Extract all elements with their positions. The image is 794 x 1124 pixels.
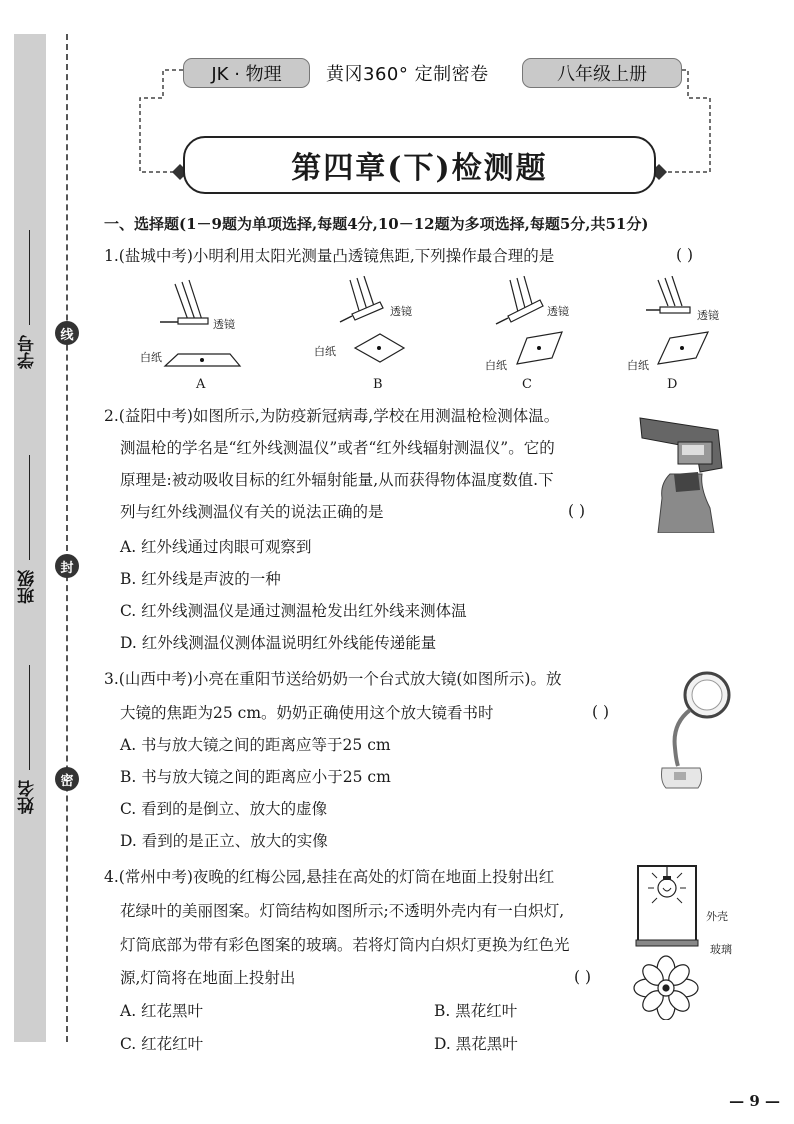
q1-option-b-label: B [373, 377, 383, 392]
q1-option-c-label: C [522, 377, 532, 392]
q4-stem-line-2: 花绿叶的美丽图案。灯筒结构如图所示;不透明外壳内有一白炽灯, [120, 902, 565, 920]
q2-option-b: B. 红外线是声波的一种 [120, 570, 281, 588]
q1-option-b-figure [340, 276, 404, 362]
q2-option-d: D. 红外线测温仪测体温说明红外线能传递能量 [120, 634, 437, 652]
q3-stem-line-2: 大镜的焦距为25 cm。奶奶正确使用这个放大镜看书时 [120, 704, 494, 722]
q4-glass-label: 玻璃 [710, 943, 732, 956]
q3-option-a: A. 书与放大镜之间的距离应等于25 cm [120, 736, 391, 754]
seal-line-mark: 线 [55, 321, 79, 345]
seal-seal-mark: 封 [55, 554, 79, 578]
q1-b-lens-label: 透镜 [390, 305, 412, 318]
q1-c-paper-label: 白纸 [485, 359, 507, 372]
q1-option-a-label: A [196, 377, 206, 392]
q1-option-c-figure [496, 276, 562, 364]
q2-stem-line-1: 2.(益阳中考)如图所示,为防疫新冠病毒,学校在用测温枪检测体温。 [104, 407, 560, 425]
page-title: 第四章(下)检测题 [291, 151, 548, 186]
name-label: 姓名 [18, 780, 38, 814]
section-heading: 一、选择题(1－9题为单项选择,每题4分,10－12题为多项选择,每题5分,共51分) [104, 215, 649, 233]
q4-stem-line-4: 源,灯筒将在地面上投射出 [120, 969, 296, 987]
thermometer-gun-image [630, 408, 730, 533]
flower-pattern [634, 956, 698, 1020]
q1-answer-paren: ( ) [676, 246, 694, 264]
lamp-tube-figure [632, 860, 702, 1020]
page-number: — 9 — [729, 1092, 780, 1110]
q4-shell-label: 外壳 [706, 910, 728, 923]
title-box [183, 136, 656, 194]
q2-option-c: C. 红外线测温仪是通过测温枪发出红外线来测体温 [120, 602, 467, 620]
q2-stem-line-2: 测温枪的学名是“红外线测温仪”或者“红外线辐射测温仪”。它的 [120, 439, 555, 457]
q2-stem-line-4: 列与红外线测温仪有关的说法正确的是 [120, 503, 384, 521]
q1-option-d-label: D [667, 377, 678, 392]
q3-option-d: D. 看到的是正立、放大的实像 [120, 832, 328, 850]
q4-option-c: C. 红花红叶 [120, 1035, 204, 1053]
q4-stem-line-3: 灯筒底部为带有彩色图案的玻璃。若将灯筒内白炽灯更换为红色光 [120, 936, 570, 954]
q4-option-b: B. 黑花红叶 [434, 1002, 518, 1020]
q1-a-lens-label: 透镜 [213, 318, 235, 331]
q1-c-lens-label: 透镜 [547, 305, 569, 318]
q2-answer-paren: ( ) [568, 502, 586, 520]
q3-answer-paren: ( ) [592, 703, 610, 721]
q1-d-paper-label: 白纸 [627, 359, 649, 372]
q4-answer-paren: ( ) [574, 968, 592, 986]
class-blank [29, 455, 30, 560]
class-label: 班级 [18, 570, 38, 604]
q2-option-a: A. 红外线通过肉眼可观察到 [120, 538, 312, 556]
magnifier-lamp-image [650, 668, 740, 793]
q1-stem: 1.(盐城中考)小明利用太阳光测量凸透镜焦距,下列操作最合理的是 [104, 247, 555, 265]
q2-stem-line-3: 原理是:被动吸收目标的红外辐射能量,从而获得物体温度数值.下 [120, 471, 554, 489]
q3-option-c: C. 看到的是倒立、放大的虚像 [120, 800, 328, 818]
q3-stem-line-1: 3.(山西中考)小亮在重阳节送给奶奶一个台式放大镜(如图所示)。放 [104, 670, 562, 688]
student-id-label: 学号 [18, 335, 38, 369]
q4-option-a: A. 红花黑叶 [120, 1002, 204, 1020]
student-id-blank [29, 230, 30, 325]
q1-b-paper-label: 白纸 [314, 345, 336, 358]
seal-dense-mark: 密 [55, 767, 79, 791]
q1-figure [130, 276, 740, 396]
name-blank [29, 665, 30, 770]
q3-option-b: B. 书与放大镜之间的距离应小于25 cm [120, 768, 391, 786]
q4-stem-line-1: 4.(常州中考)夜晚的红梅公园,悬挂在高处的灯筒在地面上投射出红 [104, 868, 555, 886]
grade-tag: 八年级上册 [522, 58, 682, 88]
q1-a-paper-label: 白纸 [140, 351, 162, 364]
subject-tag: JK · 物理 [183, 58, 310, 88]
q1-d-lens-label: 透镜 [697, 309, 719, 322]
series-name: 黄冈360° 定制密卷 [326, 64, 489, 85]
q4-option-d: D. 黑花黑叶 [434, 1035, 518, 1053]
